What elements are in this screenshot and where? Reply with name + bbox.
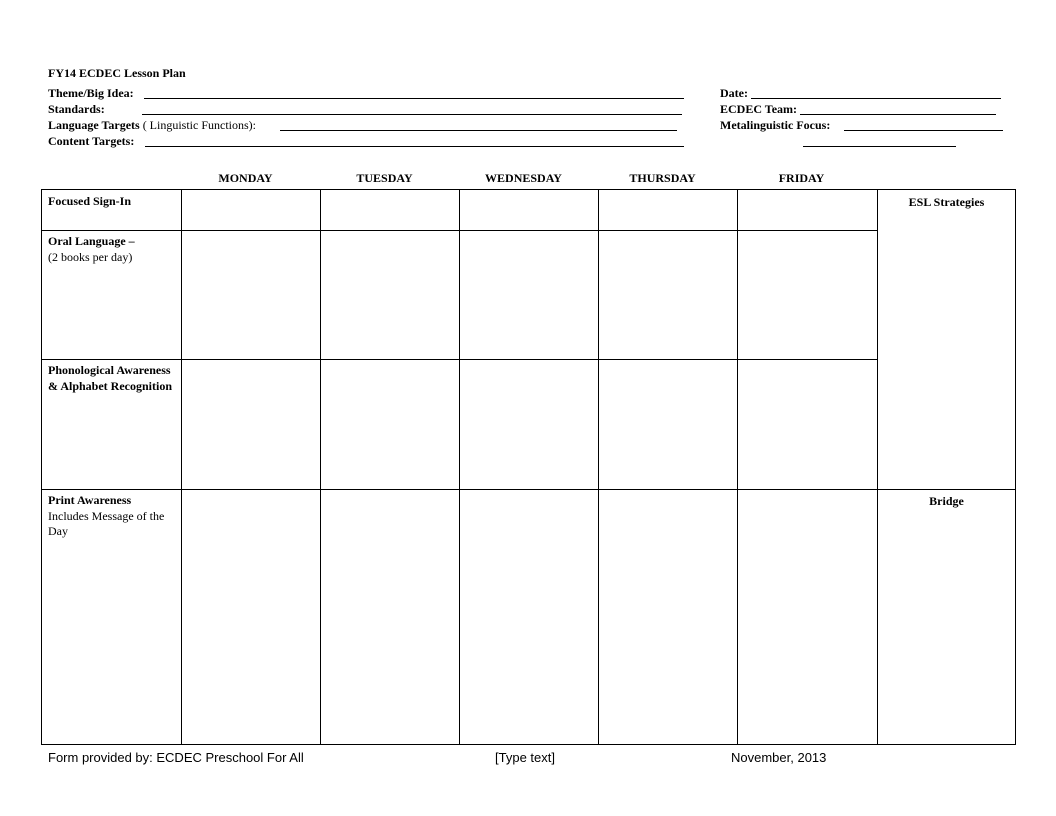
date-field[interactable] [751, 98, 1001, 99]
row-title: Oral Language – [48, 234, 135, 248]
col-divider [877, 190, 878, 744]
esl-strategies-label: ESL Strategies [908, 195, 985, 209]
day-header-friday: FRIDAY [778, 171, 825, 185]
row-subtitle: (2 books per day) [48, 249, 133, 264]
row-title: Print Awareness [48, 493, 132, 507]
language-targets-field[interactable] [280, 130, 677, 131]
day-header-tuesday: TUESDAY [356, 171, 413, 185]
footer-center[interactable]: [Type text] [495, 750, 555, 765]
day-header-thursday: THURSDAY [629, 171, 696, 185]
language-targets-label-text: Language Targets [48, 118, 140, 132]
standards-label-text: Standards: [48, 102, 105, 116]
row-subtitle: Includes Message of the Day [48, 508, 165, 538]
bridge-label: Bridge [929, 494, 964, 508]
theme-label-text: Theme/Big Idea: [48, 86, 134, 100]
row-divider [42, 359, 877, 360]
metalinguistic-focus-label: Metalinguistic Focus: [720, 118, 831, 132]
col-divider [320, 190, 321, 744]
row-title: Phonological Awareness & Alphabet Recognition [48, 363, 173, 393]
row-label-phonological [48, 363, 176, 394]
footer-left: Form provided by: ECDEC Preschool For All [48, 750, 304, 765]
theme-field[interactable] [144, 98, 684, 99]
col-divider [459, 190, 460, 744]
standards-label [48, 102, 105, 117]
col-divider [181, 190, 182, 744]
row-title: Focused Sign-In [48, 194, 132, 208]
metalinguistic-focus-field[interactable] [844, 130, 1003, 131]
col-divider [737, 190, 738, 744]
form-title: FY14 ECDEC Lesson Plan [48, 66, 186, 80]
lesson-plan-table [41, 189, 1016, 745]
row-divider [42, 230, 877, 231]
language-targets-label [48, 118, 256, 133]
content-targets-label [48, 134, 134, 149]
day-header-wednesday: WEDNESDAY [485, 171, 562, 185]
row-label-oral-language [48, 234, 176, 265]
date-label: Date: [720, 86, 748, 100]
standards-field[interactable] [142, 114, 682, 115]
content-targets-label-text: Content Targets: [48, 134, 135, 148]
content-targets-field[interactable] [145, 146, 684, 147]
row-divider [42, 489, 1016, 490]
row-label-focused-sign-in [48, 194, 176, 210]
day-header-monday: MONDAY [218, 171, 273, 185]
language-targets-label-extra: ( Linguistic Functions): [139, 118, 257, 132]
theme-label [48, 86, 134, 101]
ecdec-team-field[interactable] [800, 114, 996, 115]
col-divider [598, 190, 599, 744]
metalinguistic-focus-field-2[interactable] [803, 146, 956, 147]
ecdec-team-label: ECDEC Team: [720, 102, 798, 116]
footer-right: November, 2013 [731, 750, 827, 765]
row-label-print-awareness [48, 493, 170, 540]
